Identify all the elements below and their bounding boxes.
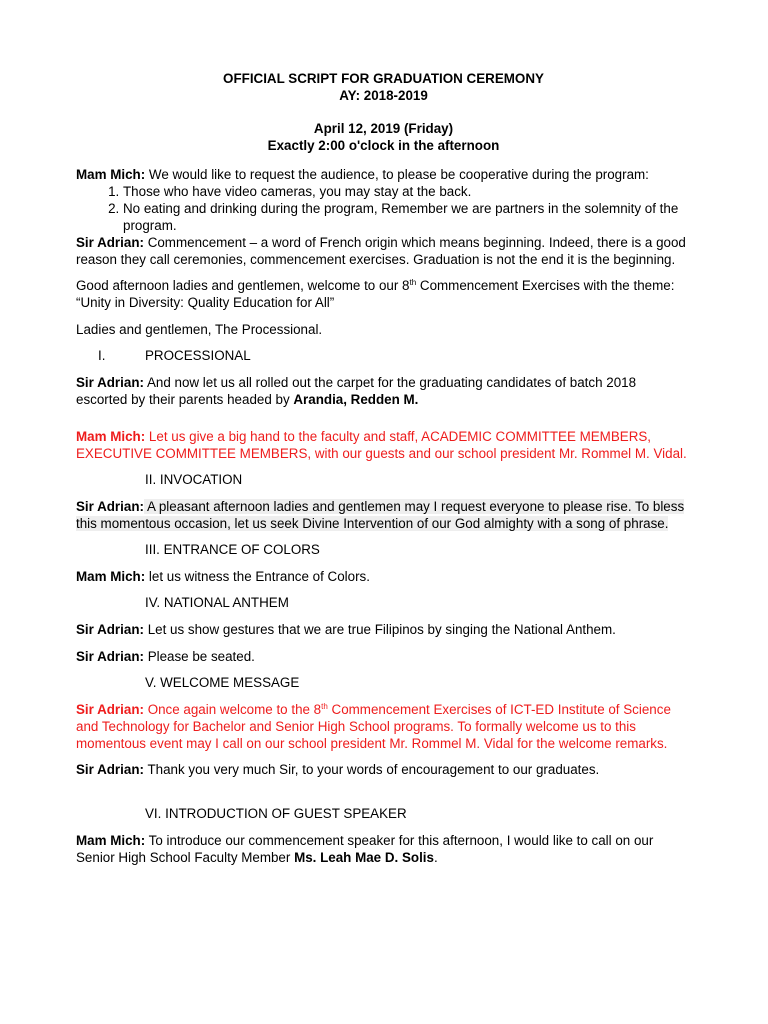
script-body (76, 70, 691, 866)
list-item: 1. Those who have video cameras, you may stay at the back. (123, 183, 691, 200)
guest-text: To introduce our commencement speaker for this afternoon, I would like to call on our Senior High School Faculty Member (76, 833, 654, 865)
thanks-text: Thank you very much Sir, to your words of encouragement to our graduates. (143, 762, 600, 777)
speaker-label: Mam Mich: (76, 429, 146, 444)
colors-paragraph (76, 568, 691, 585)
guest-paragraph (76, 832, 691, 866)
colors-text: let us witness the Entrance of Colors. (145, 569, 370, 584)
ordinal-suffix: th (409, 278, 417, 287)
speaker-label: Mam Mich: (76, 833, 146, 848)
processional-text: And now let us all rolled out the carpet for the graduating candidates of batch 2018 escorted by their parents headed by (76, 375, 637, 407)
seated-paragraph (76, 648, 691, 665)
speaker-label: Sir Adrian: (76, 762, 144, 777)
section-heading-processional (76, 347, 691, 364)
guest-speaker-name: Ms. Leah Mae D. Solis (294, 850, 434, 865)
invocation-paragraph (76, 498, 691, 532)
commencement-text: Commencement – a word of French origin which means beginning. Indeed, there is a good reason they call ceremonies, commencement exercises. Graduation is not the end it is the beginning. (76, 235, 686, 267)
welcome-text-cont: Commencement Exercises with the theme: “Unity in Diversity: Quality Education for All” (76, 278, 675, 310)
speaker-label: Mam Mich: (76, 569, 146, 584)
section-heading-anthem: IV. NATIONAL ANTHEM (145, 595, 289, 610)
seated-text: Please be seated. (143, 649, 255, 664)
section-heading-invocation: II. INVOCATION (145, 472, 243, 487)
invocation-text: A pleasant afternoon ladies and gentlemen may I request everyone to please rise. To bless this momentous occasion, let us seek Divine Intervention of our God almighty with a song of phrase. (76, 499, 685, 531)
speaker-label: Sir Adrian: (76, 499, 144, 514)
intro-text: We would like to request the audience, to please be cooperative during the program: (145, 167, 649, 182)
speaker-label: Sir Adrian: (76, 649, 144, 664)
section-number: I. (98, 348, 106, 363)
speaker-label: Sir Adrian: (76, 235, 144, 250)
speaker-label: Sir Adrian: (76, 622, 144, 637)
ordinal-suffix: th (321, 702, 328, 711)
speaker-label: Sir Adrian: (76, 375, 144, 390)
welcome-message-text: Once again welcome to the 8 (143, 702, 322, 717)
thanks-paragraph (76, 761, 691, 778)
processional-paragraph (76, 374, 691, 408)
anthem-text: Let us show gestures that we are true Filipinos by singing the National Anthem. (143, 622, 616, 637)
speaker-label: Sir Adrian: (76, 702, 144, 717)
section-heading-colors: III. ENTRANCE OF COLORS (145, 542, 320, 557)
event-time: Exactly 2:00 o'clock in the afternoon (267, 138, 500, 153)
section-title: PROCESSIONAL (145, 348, 251, 363)
faculty-text: Let us give a big hand to the faculty and staff, ACADEMIC COMMITTEE MEMBERS, EXECUTIVE COMMITTEE MEMBERS, with our guests and our school president Mr. Rommel M. Vidal. (76, 429, 687, 461)
period: . (433, 850, 438, 865)
list-item: 2. No eating and drinking during the program, Remember we are partners in the solemnity of the program. (123, 200, 691, 234)
event-date: April 12, 2019 (Friday) (313, 121, 454, 136)
processional-intro: Ladies and gentlemen, The Processional. (76, 322, 323, 337)
intro-paragraph (76, 166, 691, 183)
document-title: OFFICIAL SCRIPT FOR GRADUATION CEREMONY (223, 71, 544, 86)
welcome-message-paragraph (76, 701, 691, 752)
speaker-label: Mam Mich: (76, 167, 146, 182)
welcome-paragraph (76, 277, 691, 311)
lead-name: Arandia, Redden M. (293, 392, 419, 407)
faculty-paragraph (76, 428, 691, 462)
commencement-paragraph (76, 234, 691, 268)
welcome-message-text-cont: Commencement Exercises of ICT-ED Institute of Science and Technology for Bachelor and Senior High School programs. To formally welcome us to this momentous event may I call on our school president Mr. Rommel M. Vidal for the welcome remarks. (76, 702, 671, 751)
section-heading-welcome: V. WELCOME MESSAGE (145, 675, 300, 690)
welcome-text: Good afternoon ladies and gentlemen, welcome to our 8 (76, 278, 410, 293)
academic-year: AY: 2018-2019 (339, 88, 428, 103)
intro-list (76, 183, 691, 234)
anthem-paragraph (76, 621, 691, 638)
section-heading-guest: VI. INTRODUCTION OF GUEST SPEAKER (145, 806, 407, 821)
